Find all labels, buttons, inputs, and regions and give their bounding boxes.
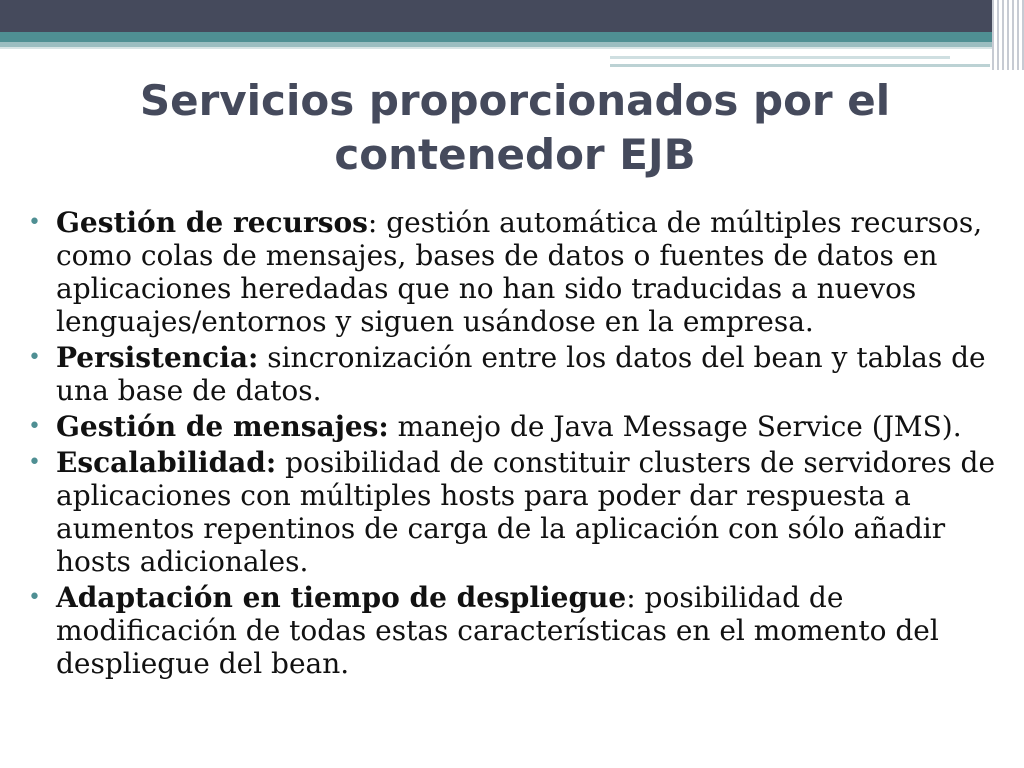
bullet-text: manejo de Java Message Service (JMS).	[388, 410, 962, 443]
bullet-text: posibilidad de modificación de todas estas características en el momento del despliegue del bean.	[56, 581, 939, 680]
bullet-item	[26, 446, 1001, 578]
bullet-term: Gestión de recursos	[56, 206, 368, 239]
bullet-item	[26, 410, 1001, 443]
accent-line	[610, 56, 950, 59]
bullet-term: Adaptación en tiempo de despliegue	[56, 581, 627, 614]
bullet-item	[26, 581, 1001, 680]
header-band-thin	[0, 47, 1024, 49]
bullet-list	[26, 206, 1001, 683]
bullet-separator: :	[626, 581, 636, 614]
slide-title: Servicios proporcionados por el contenedor EJB	[139, 76, 891, 179]
bullet-term: Persistencia:	[56, 341, 259, 374]
bullet-marker: •	[28, 450, 41, 475]
bullet-separator: :	[367, 206, 378, 239]
bullet-marker: •	[28, 210, 41, 235]
bullet-text: gestión automática de múltiples recursos, como colas de mensajes, bases de datos o fuentes de datos en aplicaciones heredadas que no han sido traducidas a nuevos lenguajes/entornos y siguen usándose en la empresa.	[56, 206, 983, 338]
accent-line	[610, 64, 990, 67]
header-band-teal	[0, 32, 1024, 42]
bullet-text: sincronización entre los datos del bean y tablas de una base de datos.	[56, 341, 986, 407]
bullet-marker: •	[28, 414, 41, 439]
bullet-term: Escalabilidad:	[56, 446, 277, 479]
bullet-term: Gestión de mensajes:	[56, 410, 389, 443]
bullet-item	[26, 341, 1001, 407]
bullet-marker: •	[28, 585, 41, 610]
header-band-dark	[0, 0, 1024, 32]
bullet-item	[26, 206, 1001, 338]
bullet-text: posibilidad de constituir clusters de servidores de aplicaciones con múltiples hosts para poder dar respuesta a aumentos repentinos de carga de la aplicación con sólo añadir hosts adicionales.	[56, 446, 996, 578]
bullet-marker: •	[28, 345, 41, 370]
corner-stripes-decoration	[992, 0, 1024, 70]
